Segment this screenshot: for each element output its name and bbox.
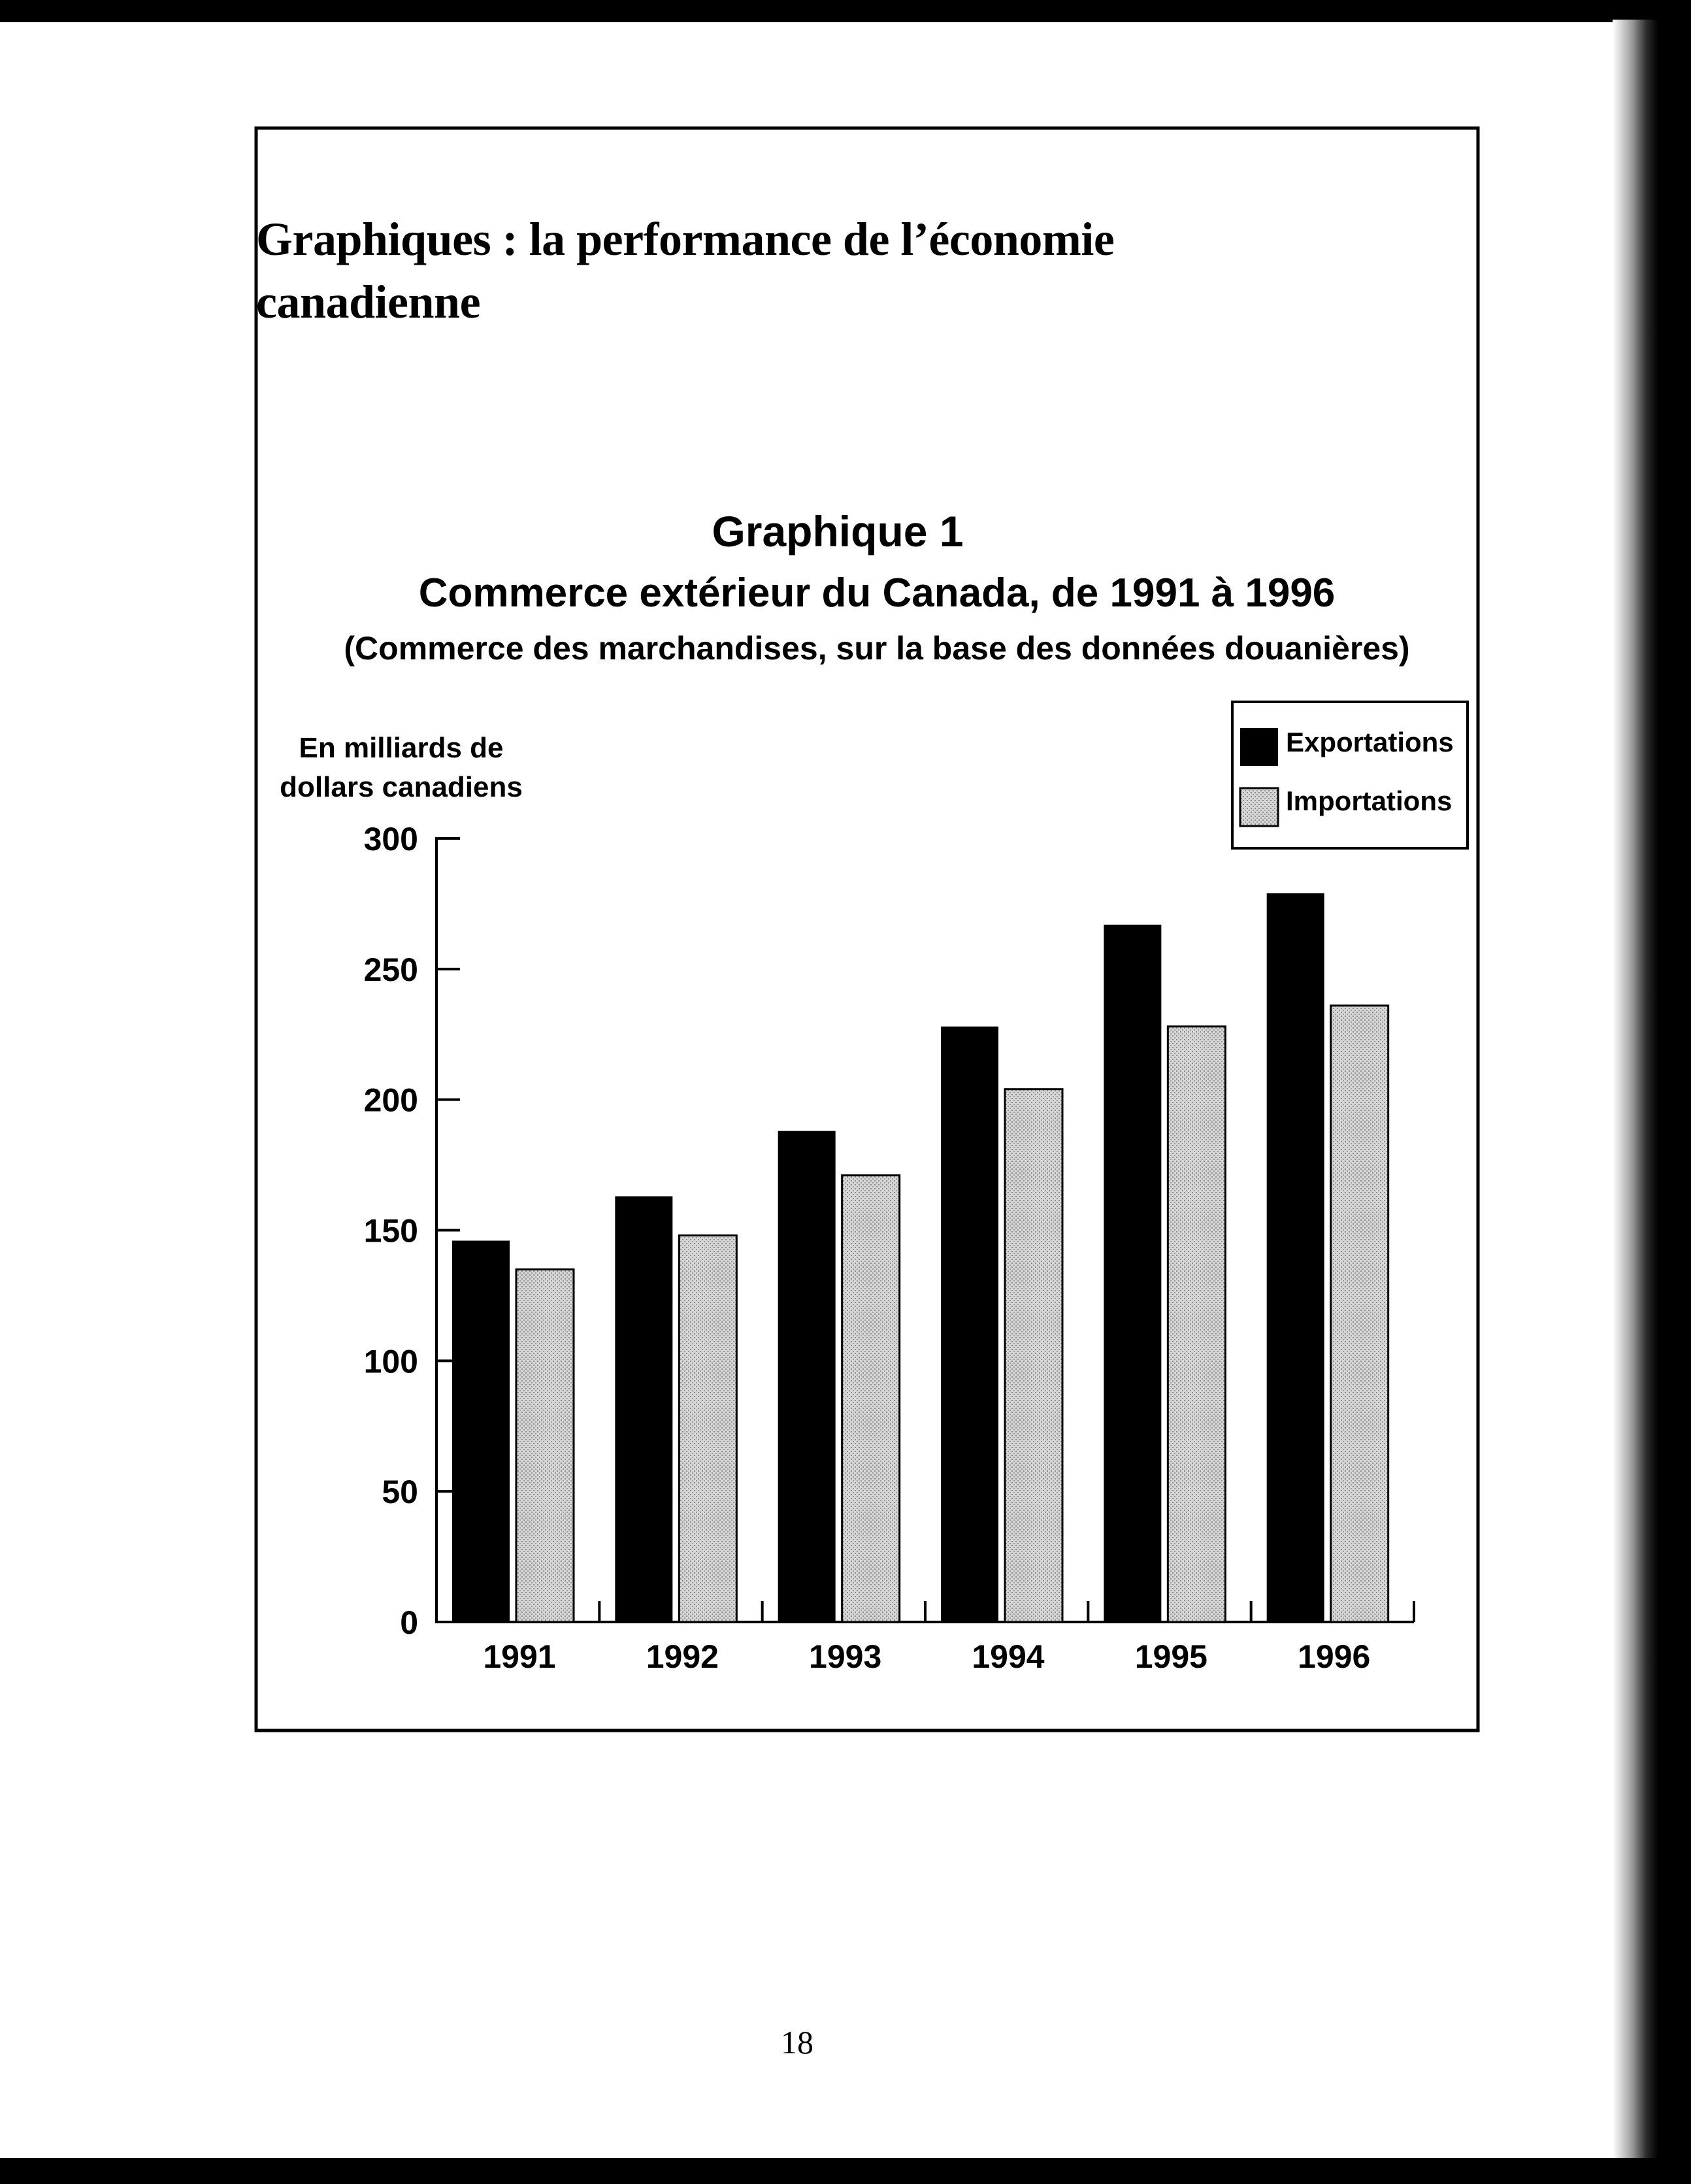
bar-importations <box>1005 1089 1062 1622</box>
legend-swatch-exportations <box>1240 728 1278 766</box>
y-axis-label-line-2: dollars canadiens <box>280 771 523 803</box>
x-tick-label: 1996 <box>1298 1638 1371 1675</box>
y-tick-label: 0 <box>400 1604 418 1641</box>
y-tick-label: 50 <box>382 1474 418 1511</box>
x-tick-label: 1993 <box>809 1638 882 1675</box>
y-tick-label: 300 <box>363 821 418 857</box>
y-tick-label: 100 <box>363 1343 418 1380</box>
bar-exportations <box>941 1027 998 1622</box>
bar-importations <box>1331 1006 1388 1622</box>
bar-exportations <box>1104 925 1161 1622</box>
legend-label-exportations: Exportations <box>1286 727 1454 757</box>
page-number: 18 <box>781 2024 813 2060</box>
x-tick-label: 1992 <box>646 1638 719 1675</box>
x-axis-labels <box>483 1638 1370 1675</box>
bar-exportations <box>1267 893 1324 1622</box>
chart-subtitle: Commerce extérieur du Canada, de 1991 à 1996 <box>418 571 1336 616</box>
bar-exportations <box>615 1197 672 1622</box>
x-tick-label: 1994 <box>972 1638 1045 1675</box>
bar-importations <box>679 1235 736 1622</box>
y-tick-label: 150 <box>363 1212 418 1249</box>
y-tick-label: 200 <box>363 1082 418 1119</box>
y-axis-label-line-1: En milliards de <box>299 732 504 764</box>
x-tick-label: 1995 <box>1134 1638 1207 1675</box>
chart-title: Graphique 1 <box>712 507 964 555</box>
y-tick-label: 250 <box>363 951 418 988</box>
legend-swatch-importations <box>1240 788 1278 826</box>
chart-subtitle-2: (Commerce des marchandises, sur la base des données douanières) <box>344 630 1410 667</box>
bar-exportations <box>452 1240 510 1622</box>
legend-label-importations: Importations <box>1286 786 1453 816</box>
bar-importations <box>842 1176 900 1622</box>
bar-importations <box>516 1269 574 1622</box>
legend <box>1232 702 1468 848</box>
bar-importations <box>1168 1027 1225 1622</box>
chart-bars <box>452 893 1388 1622</box>
page-heading-line-1: Graphiques : la performance de l’économie <box>256 213 1115 265</box>
bar-exportations <box>778 1131 836 1622</box>
x-tick-label: 1991 <box>483 1638 556 1675</box>
page-heading-line-2: canadienne <box>256 276 481 328</box>
